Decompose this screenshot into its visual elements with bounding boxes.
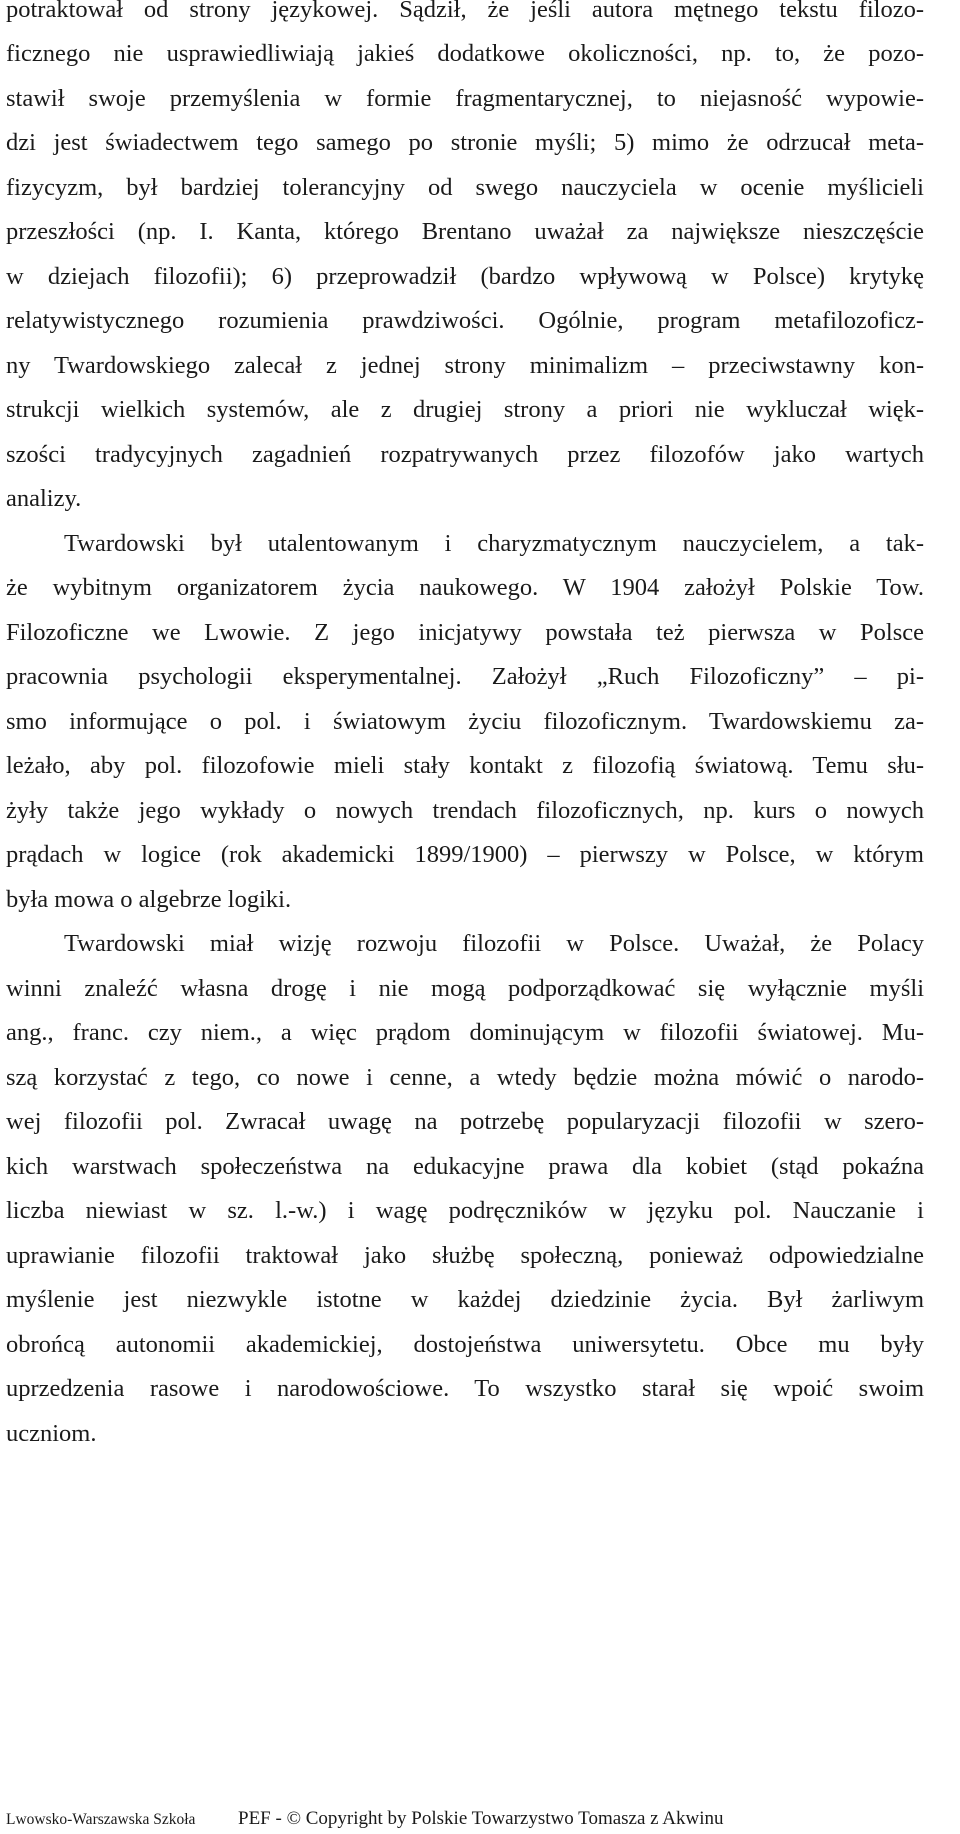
text-line: pracownia psychologii eksperymentalnej. Założył „Ruch Filozoficzny” – pi- (6, 663, 924, 690)
text-line: uprzedzenia rasowe i narodowościowe. To wszystko starał się wpoić swoim (6, 1375, 924, 1402)
text-line: dzi jest świadectwem tego samego po stronie myśli; 5) mimo że odrzucał meta- (6, 129, 924, 156)
text-line: kich warstwach społeczeństwa na edukacyjne prawa dla kobiet (stąd pokaźna (6, 1153, 924, 1180)
text-line: wej filozofii pol. Zwracał uwagę na potrzebę popularyzacji filozofii w szero- (6, 1108, 924, 1135)
text-line: myślenie jest niezwykle istotne w każdej dziedzinie życia. Był żarliwym (6, 1286, 924, 1313)
paragraph-first-line: Twardowski miał wizję rozwoju filozofii w Polsce. Uważał, że Polacy (64, 930, 924, 957)
text-line: analizy. (6, 485, 82, 512)
text-line: ny Twardowskiego zalecał z jednej strony minimalizm – przeciwstawny kon- (6, 352, 924, 379)
text-line: stawił swoje przemyślenia w formie fragmentarycznej, to niejasność wypowie- (6, 85, 924, 112)
text-line: szą korzystać z tego, co nowe i cenne, a wtedy będzie można mówić o narodo- (6, 1064, 924, 1091)
text-line: uczniom. (6, 1420, 97, 1447)
text-line: szości tradycyjnych zagadnień rozpatrywanych przez filozofów jako wartych (6, 441, 924, 468)
text-line: liczba niewiast w sz. l.-w.) i wagę podręczników w języku pol. Nauczanie i (6, 1197, 924, 1224)
text-line: smo informujące o pol. i światowym życiu filozoficznym. Twardowskiemu za- (6, 708, 924, 735)
text-line: przeszłości (np. I. Kanta, którego Brentano uważał za największe nieszczęście (6, 218, 924, 245)
page-footer (6, 1806, 946, 1832)
text-line: Filozoficzne we Lwowie. Z jego inicjatywy powstała też pierwsza w Polsce (6, 619, 924, 646)
text-line: ficznego nie usprawiedliwiają jakieś dodatkowe okoliczności, np. to, że pozo- (6, 40, 924, 67)
text-line: winni znaleźć własna drogę i nie mogą podporządkować się wyłącznie myśli (6, 975, 924, 1002)
paragraph-first-line: Twardowski był utalentowanym i charyzmatycznym nauczycielem, a tak- (64, 530, 924, 557)
text-line: leżało, aby pol. filozofowie mieli stały kontakt z filozofią światową. Temu słu- (6, 752, 924, 779)
text-line: potraktował od strony językowej. Sądził, że jeśli autora mętnego tekstu filozo- (6, 0, 924, 23)
text-line: obrońcą autonomii akademickiej, dostojeństwa uniwersytetu. Obce mu były (6, 1331, 924, 1358)
text-line: była mowa o algebrze logiki. (6, 886, 292, 913)
text-line: fizycyzm, był bardziej tolerancyjny od swego nauczyciela w ocenie myślicieli (6, 174, 924, 201)
text-line: relatywistycznego rozumienia prawdziwości. Ogólnie, program metafilozoficz- (6, 307, 924, 334)
footer-copyright: PEF - © Copyright by Polskie Towarzystwo Tomasza z Akwinu (238, 1808, 724, 1829)
text-line: że wybitnym organizatorem życia naukowego. W 1904 założył Polskie Tow. (6, 574, 924, 601)
text-line: w dziejach filozofii); 6) przeprowadził (bardzo wpływową w Polsce) krytykę (6, 263, 924, 290)
text-line: prądach w logice (rok akademicki 1899/1900) – pierwszy w Polsce, w którym (6, 841, 924, 868)
text-line: strukcji wielkich systemów, ale z drugiej strony a priori nie wykluczał więk- (6, 396, 924, 423)
text-line: żyły także jego wykłady o nowych trendach filozoficznych, np. kurs o nowych (6, 797, 924, 824)
text-line: uprawianie filozofii traktował jako służbę społeczną, ponieważ odpowiedzialne (6, 1242, 924, 1269)
text-line: ang., franc. czy niem., a więc prądom dominującym w filozofii światowej. Mu- (6, 1019, 924, 1046)
footer-school-name: Lwowsko-Warszawska Szkoła (6, 1811, 196, 1828)
